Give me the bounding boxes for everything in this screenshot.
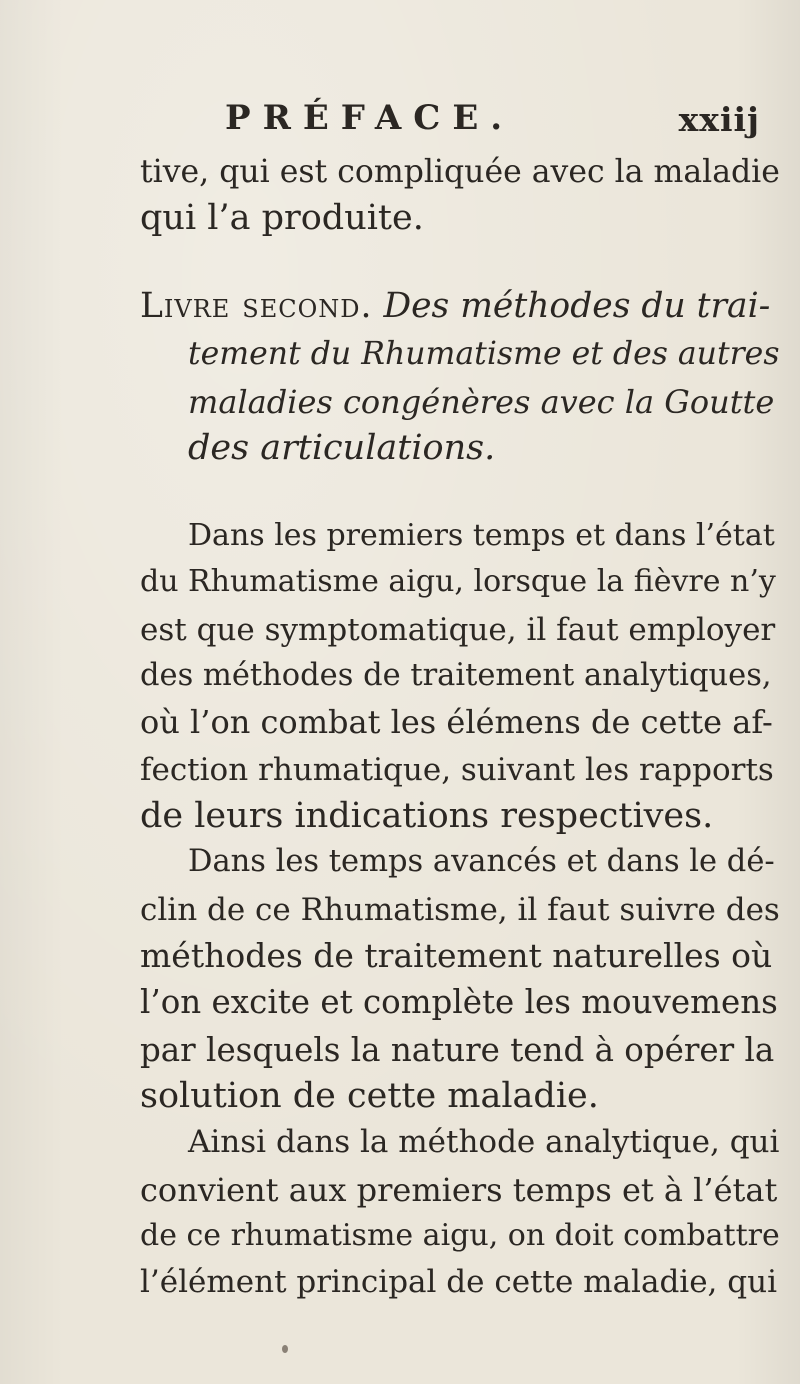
text-line: par lesquels la nature tend à opérer la [140, 1031, 775, 1069]
page-number: xxiij [678, 100, 760, 139]
section-title-line: maladies congénères avec la Goutte [188, 383, 775, 421]
text-line: l’on excite et complète les mouvemens [140, 983, 778, 1021]
text-line: des méthodes de traitement analytiques, [140, 658, 772, 693]
text-line: convient aux premiers temps et à l’état [140, 1171, 778, 1209]
section-label: Livre second. [140, 286, 373, 326]
text-line: fection rhumatique, suivant les rapports [140, 752, 774, 788]
text-line: Dans les temps avancés et dans le dé- [188, 844, 775, 879]
text-line: Dans les premiers temps et dans l’état [188, 518, 775, 553]
section-title-line: tement du Rhumatisme et des autres [188, 336, 780, 372]
text-line: solution de cette maladie. [140, 1076, 599, 1116]
page-header [225, 98, 770, 148]
text-line: est que symptomatique, il faut employer [140, 612, 776, 648]
text-line: clin de ce Rhumatisme, il faut suivre des [140, 892, 780, 928]
text-line: du Rhumatisme aigu, lorsque la fièvre n’y [140, 564, 776, 599]
ink-speck [282, 1345, 288, 1353]
section-title: Des méthodes du trai- [383, 286, 771, 326]
text-line: qui l’a produite. [140, 198, 424, 238]
text-line: tive, qui est compliquée avec la maladie [140, 154, 780, 190]
section-title-line: des articulations. [188, 428, 496, 468]
text-line: où l’on combat les élémens de cette af- [140, 703, 773, 741]
text-line: de ce rhumatisme aigu, on doit combattre [140, 1218, 780, 1253]
text-line: méthodes de traitement naturelles où [140, 936, 773, 975]
section-heading [140, 286, 770, 326]
text-line: de leurs indications respectives. [140, 796, 714, 836]
text-line: l’élément principal de cette maladie, qui [140, 1264, 777, 1300]
text-line: Ainsi dans la méthode analytique, qui [188, 1124, 780, 1160]
running-title: PRÉFACE. [225, 98, 515, 138]
